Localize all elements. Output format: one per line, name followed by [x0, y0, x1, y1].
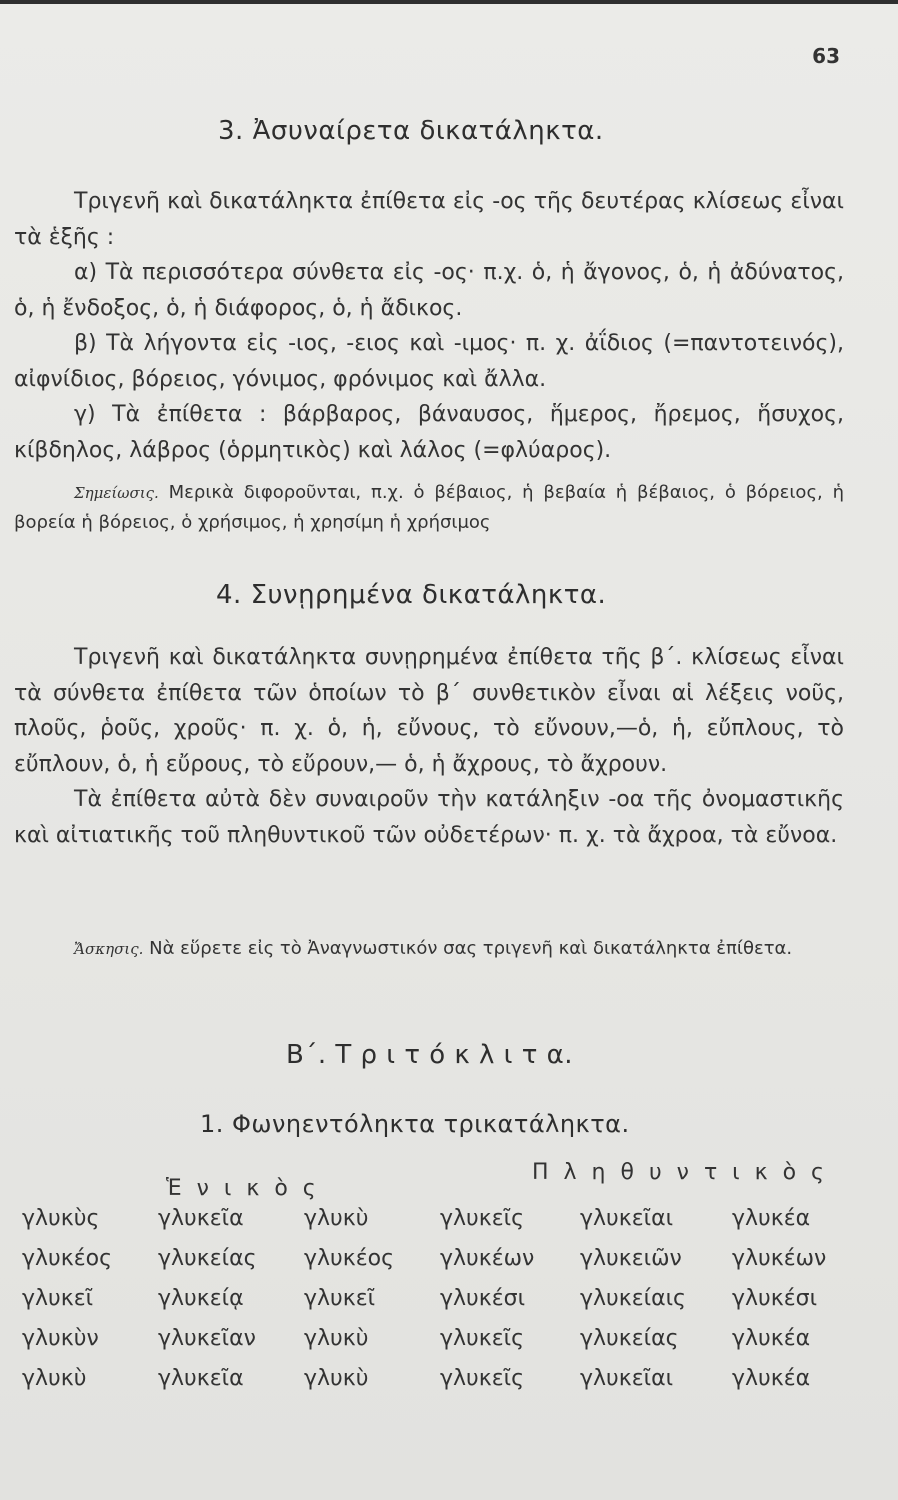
table-row — [22, 1326, 852, 1366]
note-text: Μερικὰ διφοροῦνται, π.χ. ὁ βέβαιος, ἡ βεβαία ἡ βέβαιος, ὁ βόρειος, ἡ βορεία ἡ βόρειος, ὁ χρήσιμος, ἡ χρησίμη ἡ χρήσιμος — [14, 482, 844, 533]
table-cell: γλυκὺς — [22, 1206, 100, 1231]
table-cell: γλυκεῖς — [440, 1326, 524, 1351]
table-cell: γλυκὺ — [304, 1366, 369, 1391]
table-cell: γλυκεῖ — [22, 1286, 94, 1311]
table-cell: γλυκὺν — [22, 1326, 99, 1351]
exercise-label: Ἄσκησις. — [74, 940, 144, 958]
table-cell: γλυκεῖα — [158, 1206, 244, 1231]
table-cell: γλυκεῖαν — [158, 1326, 256, 1351]
table-cell: γλυκείαις — [580, 1286, 686, 1311]
table-row — [22, 1366, 852, 1406]
table-cell: γλυκέσι — [732, 1286, 818, 1311]
table-cell: γλυκεῖαι — [580, 1206, 674, 1231]
plural-header: Π λ η θ υ ν τ ι κ ὸ ς — [532, 1160, 828, 1185]
table-cell: γλυκέα — [732, 1206, 811, 1231]
section-3-body — [14, 184, 844, 468]
table-cell: γλυκέων — [732, 1246, 827, 1271]
section-4-body — [14, 640, 844, 853]
section-4-exercise — [14, 934, 844, 964]
section-3-paragraph-c: γ) Τὰ ἐπίθετα : βάρβαρος, βάναυσος, ἥμερος, ἤρεμος, ἥσυχος, κίβδηλος, λάβρος (ὁρμητικὸς) καὶ λάλος (=φλύαρος). — [14, 402, 844, 463]
table-cell: γλυκειῶν — [580, 1246, 682, 1271]
table-cell: γλυκεῖαι — [580, 1366, 674, 1391]
section-b-title: Β΄. Τ ρ ι τ ό κ λ ι τ α. — [286, 1040, 574, 1070]
table-cell: γλυκὺ — [22, 1366, 87, 1391]
table-row — [22, 1246, 852, 1286]
table-cell: γλυκέα — [732, 1326, 811, 1351]
table-cell: γλυκέων — [440, 1246, 535, 1271]
table-cell: γλυκὺ — [304, 1206, 369, 1231]
table-cell: γλυκὺ — [304, 1326, 369, 1351]
declension-table — [22, 1206, 852, 1406]
singular-header: Ἑ ν ι κ ὸ ς — [166, 1176, 320, 1201]
table-cell: γλυκέα — [732, 1366, 811, 1391]
table-cell: γλυκεῖς — [440, 1206, 524, 1231]
table-row — [22, 1206, 852, 1246]
table-cell: γλυκέος — [304, 1246, 394, 1271]
section-3-paragraph-b: β) Τὰ λήγοντα εἰς -ιος, -ειος καὶ -ιμος· π. χ. ἀΐδιος (=παντοτεινός), αἰφνίδιος, βόρειος, γόνιμος, φρόνιμος καὶ ἄλλα. — [14, 331, 844, 392]
table-row — [22, 1286, 852, 1326]
table-cell: γλυκείᾳ — [158, 1286, 244, 1311]
page-number: 63 — [812, 44, 840, 68]
table-cell: γλυκεῖς — [440, 1366, 524, 1391]
section-3-title: 3. Ἀσυναίρετα δικατάληκτα. — [218, 116, 604, 146]
note-label: Σημείωσις. — [74, 484, 159, 502]
table-cell: γλυκεῖα — [158, 1366, 244, 1391]
exercise-text: Νὰ εὕρετε εἰς τὸ Ἀναγνωστικόν σας τριγενῆ καὶ δικατάληκτα ἐπίθετα. — [149, 938, 793, 959]
table-cell: γλυκεῖ — [304, 1286, 376, 1311]
section-4-title: 4. Συνῃρημένα δικατάληκτα. — [216, 580, 607, 610]
section-4-paragraph-2: Τὰ ἐπίθετα αὐτὰ δὲν συναιροῦν τὴν κατάληξιν -οα τῆς ὀνομαστικῆς καὶ αἰτιατικῆς τοῦ πληθυντικοῦ τῶν οὐδετέρων· π. χ. τὰ ἄχροα, τὰ εὔνοα. — [14, 787, 844, 848]
page-top-edge — [0, 0, 898, 4]
table-cell: γλυκέσι — [440, 1286, 526, 1311]
table-cell: γλυκείας — [158, 1246, 257, 1271]
table-cell: γλυκείας — [580, 1326, 679, 1351]
table-cell: γλυκέος — [22, 1246, 112, 1271]
section-4-paragraph-1: Τριγενῆ καὶ δικατάληκτα συνῃρημένα ἐπίθετα τῆς β΄. κλίσεως εἶναι τὰ σύνθετα ἐπίθετα τῶν ὁποίων τὸ β΄ συνθετικὸν εἶναι αἱ λέξεις νοῦς, πλοῦς, ῥοῦς, χροῦς· π. χ. ὁ, ἡ, εὔνους, τὸ εὔνουν,—ὁ, ἡ, εὔπλους, τὸ εὔπλουν, ὁ, ἡ εὔρους, τὸ εὔρουν,— ὁ, ἡ ἄχρους, τὸ ἄχρουν. — [14, 645, 844, 777]
section-3-paragraph-intro: Τριγενῆ καὶ δικατάληκτα ἐπίθετα εἰς -ος τῆς δευτέρας κλίσεως εἶναι τὰ ἑξῆς : — [14, 189, 844, 250]
section-3-paragraph-a: α) Τὰ περισσότερα σύνθετα εἰς -ος· π.χ. ὁ, ἡ ἄγονος, ὁ, ἡ ἀδύνατος, ὁ, ἡ ἔνδοξος, ὁ, ἡ διάφορος, ὁ, ἡ ἄδικος. — [14, 260, 844, 321]
section-b-subtitle: 1. Φωνηεντόληκτα τρικατάληκτα. — [200, 1110, 630, 1138]
section-3-note — [14, 478, 844, 537]
